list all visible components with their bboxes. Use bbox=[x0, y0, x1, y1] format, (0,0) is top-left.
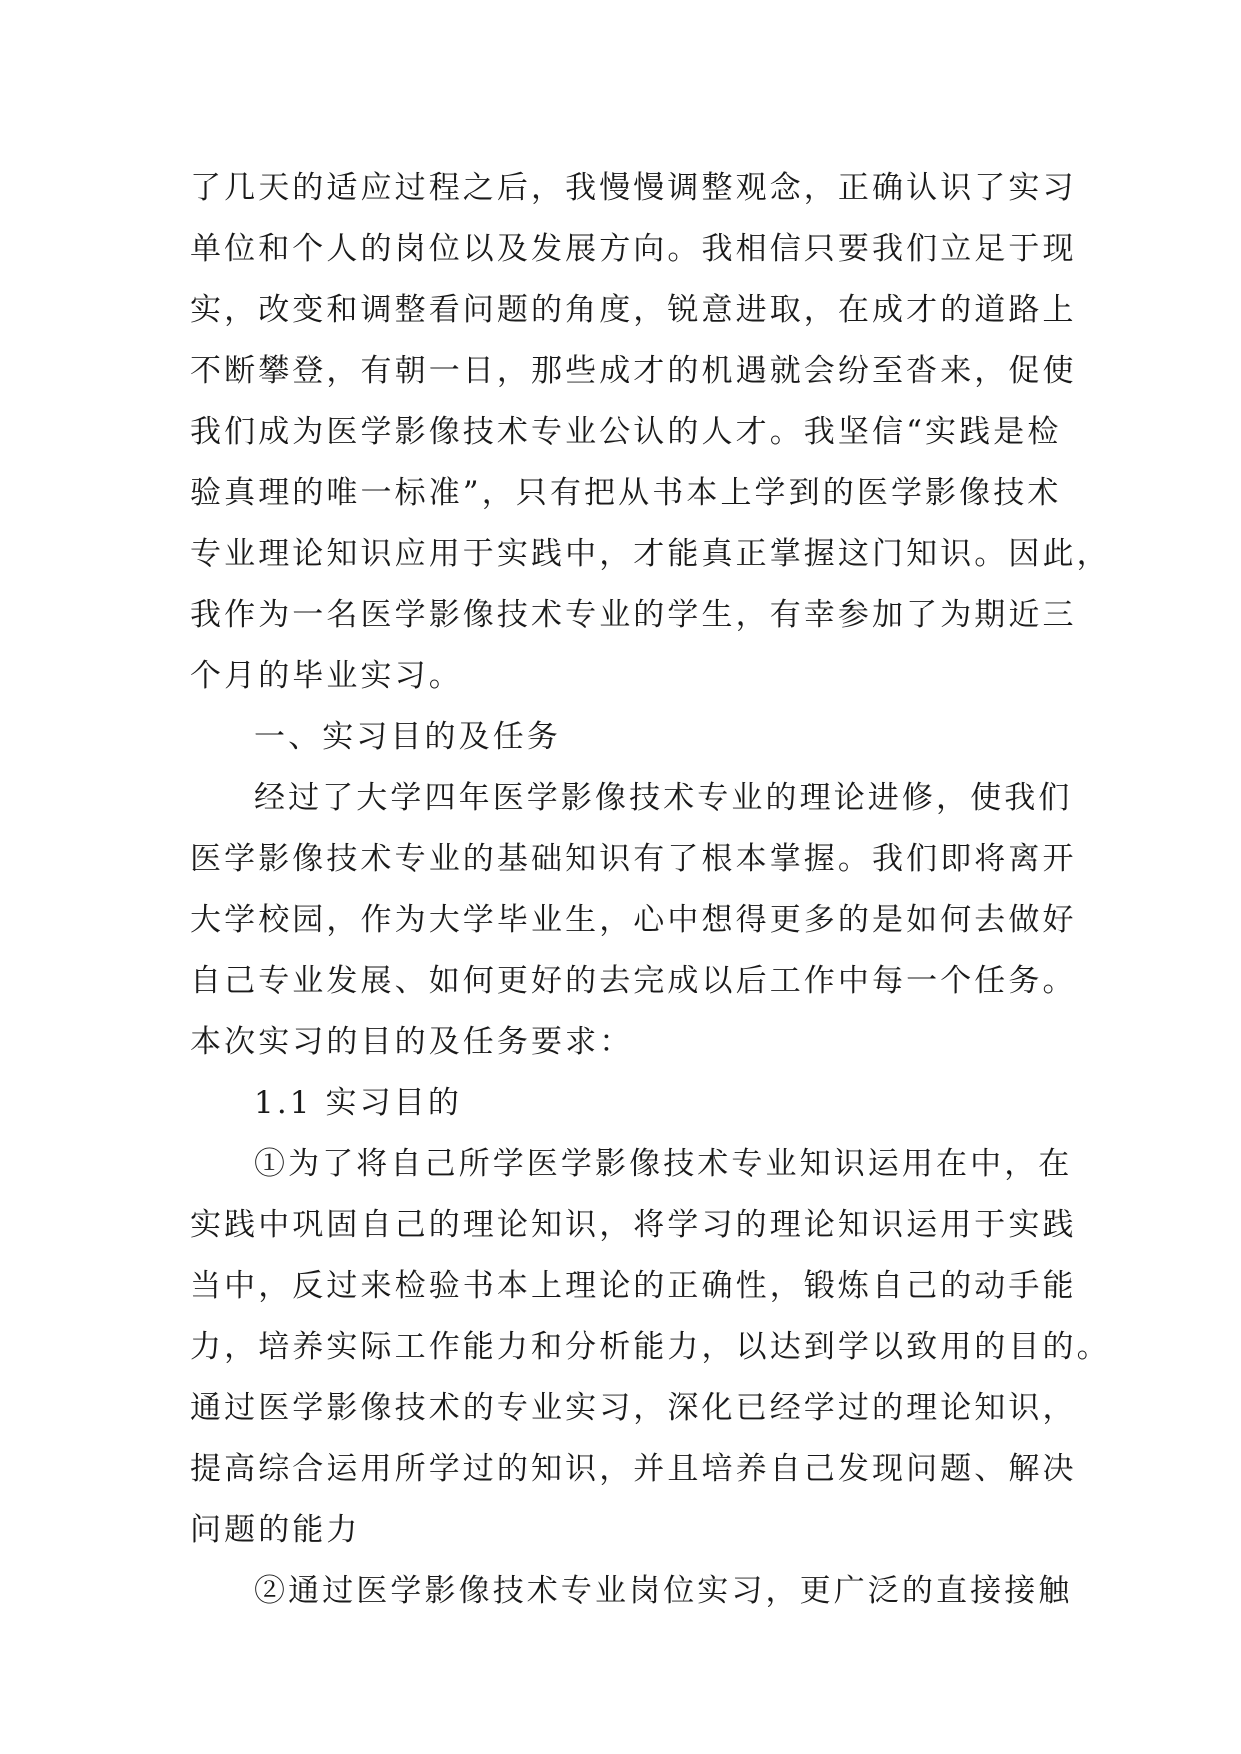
text-line: 实践中巩固自己的理论知识，将学习的理论知识运用于实践 bbox=[190, 1207, 1077, 1243]
text-line: 实，改变和调整看问题的角度，锐意进取，在成才的道路上 bbox=[190, 292, 1077, 328]
text-line: 单位和个人的岗位以及发展方向。我相信只要我们立足于现 bbox=[190, 231, 1077, 267]
text-line: 通过医学影像技术的专业实习，深化已经学过的理论知识， bbox=[190, 1390, 1077, 1426]
text-line: ②通过医学影像技术专业岗位实习，更广泛的直接接触 bbox=[254, 1573, 1073, 1609]
text-line: 专业理论知识应用于实践中，才能真正掌握这门知识。因此， bbox=[190, 536, 1111, 572]
text-line: 大学校园，作为大学毕业生，心中想得更多的是如何去做好 bbox=[190, 902, 1077, 938]
text-line: 经过了大学四年医学影像技术专业的理论进修，使我们 bbox=[254, 780, 1073, 816]
section-heading: 一、实习目的及任务 bbox=[254, 719, 561, 755]
text-line: 当中，反过来检验书本上理论的正确性，锻炼自己的动手能 bbox=[190, 1268, 1077, 1304]
text-line: 医学影像技术专业的基础知识有了根本掌握。我们即将离开 bbox=[190, 841, 1077, 877]
text-line: ①为了将自己所学医学影像技术专业知识运用在中，在 bbox=[254, 1146, 1073, 1182]
body-text bbox=[190, 158, 1111, 1622]
text-line: 问题的能力 bbox=[190, 1512, 361, 1548]
text-line: 自己专业发展、如何更好的去完成以后工作中每一个任务。 bbox=[190, 963, 1077, 999]
text-line: 我作为一名医学影像技术专业的学生，有幸参加了为期近三 bbox=[190, 597, 1077, 633]
text-line: 我们成为医学影像技术专业公认的人才。我坚信“实践是检 bbox=[190, 414, 1062, 450]
text-line: 提高综合运用所学过的知识，并且培养自己发现问题、解决 bbox=[190, 1451, 1077, 1487]
text-line: 力，培养实际工作能力和分析能力，以达到学以致用的目的。 bbox=[190, 1329, 1111, 1365]
text-line: 不断攀登，有朝一日，那些成才的机遇就会纷至沓来，促使 bbox=[190, 353, 1077, 389]
subsection-heading: 1.1 实习目的 bbox=[254, 1085, 462, 1121]
text-line: 验真理的唯一标准”，只有把从书本上学到的医学影像技术 bbox=[190, 475, 1062, 511]
text-line: 本次实习的目的及任务要求： bbox=[190, 1024, 634, 1060]
text-line: 了几天的适应过程之后，我慢慢调整观念，正确认识了实习 bbox=[190, 170, 1077, 206]
text-line: 个月的毕业实习。 bbox=[190, 658, 463, 694]
